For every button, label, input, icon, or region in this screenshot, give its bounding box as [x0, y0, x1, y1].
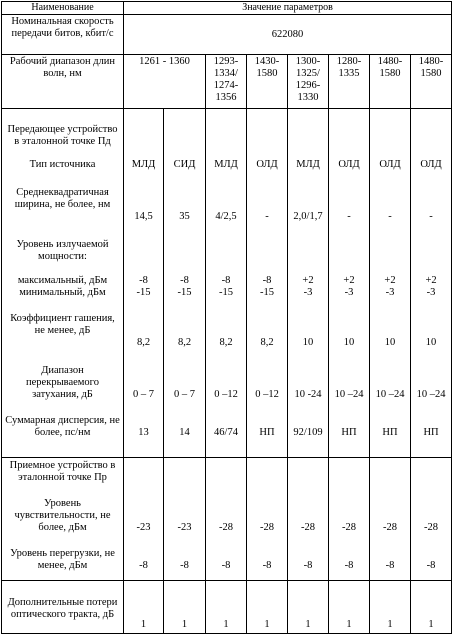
overload-cell: -8 — [221, 560, 231, 571]
losses-cell: 1 — [140, 619, 147, 630]
attenuation-cell: 10 –24 — [375, 389, 405, 400]
attenuation-cell: 0 – 7 — [133, 389, 154, 400]
losses-cell: 1 — [305, 619, 311, 630]
sensitivity-cell: -23 — [136, 522, 151, 533]
extinction-cell: 8,2 — [177, 337, 192, 348]
power-max-cell: -8 — [262, 275, 272, 286]
attenuation-cell: 10 –24 — [334, 389, 364, 400]
losses-col-2 — [164, 581, 206, 634]
losses-col-5 — [288, 581, 329, 634]
extinction-cell: 8,2 — [260, 337, 274, 348]
source-type-cell: ОЛД — [379, 159, 401, 170]
power-min-label: минимальный, дБм — [19, 287, 106, 298]
sensitivity-cell: -28 — [424, 522, 439, 533]
overload-cell: -8 — [262, 560, 272, 571]
wavelength-cell: 1261 - 1360 — [124, 55, 206, 109]
power-max-cell: +2 — [343, 275, 355, 286]
bitrate-value: 622080 — [124, 15, 452, 55]
power-max-cell: +2 — [425, 275, 437, 286]
wavelength-label: Рабочий диапазон длин волн, нм — [2, 55, 124, 109]
transmitter-col-2 — [164, 109, 206, 458]
power-min-cell: -3 — [385, 287, 395, 298]
receiver-col-6 — [329, 458, 370, 581]
source-type-label: Тип источника — [29, 159, 96, 170]
source-type-cell: МЛД — [296, 159, 320, 170]
transmitter-col-8 — [411, 109, 452, 458]
wavelength-cell: 1280-1335 — [329, 55, 370, 109]
attenuation-cell: 0 – 7 — [174, 389, 195, 400]
losses-cell: 1 — [264, 619, 270, 630]
dispersion-cell: 13 — [138, 427, 149, 438]
receiver-col-3 — [206, 458, 247, 581]
rms-width-cell: - — [347, 211, 351, 222]
power-min-cell: -15 — [219, 287, 233, 298]
parameters-table — [1, 1, 452, 634]
power-title: Уровень излучаемой мощности: — [16, 239, 109, 262]
receiver-col-4 — [247, 458, 288, 581]
wavelength-cell: 1293-1334/ 1274-1356 — [206, 55, 247, 109]
bitrate-label: Номинальная скорость передачи битов, кбит/с — [2, 15, 124, 55]
power-max-label: максимальный, дБм — [17, 275, 108, 286]
header-row — [2, 2, 452, 15]
receiver-col-1 — [124, 458, 164, 581]
power-min-cell: -15 — [260, 287, 274, 298]
losses-cell: 1 — [223, 619, 229, 630]
rms-width-cell: 35 — [179, 211, 190, 222]
source-type-cell: ОЛД — [420, 159, 442, 170]
sensitivity-cell: -28 — [383, 522, 397, 533]
receiver-title: Приемное устройство в эталонной точке Пр — [9, 460, 116, 483]
losses-col-3 — [206, 581, 247, 634]
losses-col-8 — [411, 581, 452, 634]
receiver-col-5 — [288, 458, 329, 581]
power-max-cell: -8 — [139, 275, 148, 286]
rms-width-cell: 4/2,5 — [215, 211, 237, 222]
attenuation-label: Диапазон перекрываемого затухания, дБ — [26, 365, 99, 400]
overload-cell: -8 — [139, 560, 148, 571]
power-min-cell: -15 — [136, 287, 151, 298]
power-max-cell: +2 — [384, 275, 396, 286]
losses-col-1 — [124, 581, 164, 634]
transmitter-block — [2, 109, 452, 458]
bitrate-row — [2, 15, 452, 55]
power-max-cell: +2 — [302, 275, 314, 286]
wavelength-cell: 1480-1580 — [411, 55, 452, 109]
power-min-cell: -3 — [426, 287, 436, 298]
header-values: Значение параметров — [124, 2, 452, 15]
overload-cell: -8 — [426, 560, 436, 571]
receiver-labels — [2, 458, 124, 581]
overload-cell: -8 — [303, 560, 313, 571]
losses-col-6 — [329, 581, 370, 634]
transmitter-col-5 — [288, 109, 329, 458]
receiver-block — [2, 458, 452, 581]
receiver-col-7 — [370, 458, 411, 581]
overload-label: Уровень перегрузки, не менее, дБм — [10, 548, 115, 571]
dispersion-cell: 46/74 — [214, 427, 238, 438]
transmitter-title: Передающее устройство в эталонной точке Пд — [7, 124, 118, 147]
extinction-cell: 10 — [343, 337, 355, 348]
attenuation-cell: 10 -24 — [294, 389, 322, 400]
overload-cell: -8 — [180, 560, 189, 571]
wavelength-cell: 1480-1580 — [370, 55, 411, 109]
receiver-col-2 — [164, 458, 206, 581]
header-name: Наименование — [2, 2, 124, 15]
dispersion-cell: НП — [259, 427, 275, 438]
extinction-cell: 8,2 — [219, 337, 233, 348]
power-max-cell: -8 — [180, 275, 189, 286]
power-max-cell: -8 — [221, 275, 231, 286]
extinction-label: Коэффициент гашения, не менее, дБ — [10, 313, 115, 336]
extinction-cell: 10 — [425, 337, 437, 348]
attenuation-cell: 10 –24 — [416, 389, 446, 400]
attenuation-cell: 0 –12 — [255, 389, 279, 400]
power-min-cell: -3 — [303, 287, 313, 298]
rms-width-cell: - — [265, 211, 269, 222]
wavelength-cell: 1430-1580 — [247, 55, 288, 109]
losses-col-7 — [370, 581, 411, 634]
transmitter-labels — [2, 109, 124, 458]
rms-width-cell: 14,5 — [134, 211, 153, 222]
sensitivity-cell: -28 — [260, 522, 274, 533]
receiver-col-8 — [411, 458, 452, 581]
losses-cell: 1 — [428, 619, 434, 630]
power-min-cell: -3 — [344, 287, 354, 298]
losses-cell: 1 — [346, 619, 352, 630]
extinction-cell: 10 — [384, 337, 396, 348]
rms-width-cell: 2,0/1,7 — [293, 211, 323, 222]
rms-width-label: Среднеквадратичная ширина, не более, нм — [14, 187, 111, 210]
overload-cell: -8 — [385, 560, 395, 571]
transmitter-col-1 — [124, 109, 164, 458]
power-min-cell: -15 — [177, 287, 192, 298]
losses-label: Дополнительные потери оптического тракта, дБ — [7, 597, 118, 620]
source-type-cell: МЛД — [131, 159, 156, 170]
rms-width-cell: - — [429, 211, 433, 222]
rms-width-cell: - — [388, 211, 392, 222]
dispersion-cell: 14 — [179, 427, 190, 438]
sensitivity-cell: -28 — [301, 522, 315, 533]
attenuation-cell: 0 –12 — [214, 389, 238, 400]
overload-cell: -8 — [344, 560, 354, 571]
losses-col-4 — [247, 581, 288, 634]
dispersion-cell: НП — [423, 427, 439, 438]
sensitivity-cell: -28 — [342, 522, 356, 533]
dispersion-cell: НП — [382, 427, 398, 438]
extinction-cell: 10 — [302, 337, 314, 348]
source-type-cell: ОЛД — [256, 159, 278, 170]
source-type-cell: МЛД — [214, 159, 238, 170]
dispersion-cell: 92/109 — [293, 427, 323, 438]
wavelength-cell: 1300-1325/ 1296-1330 — [288, 55, 329, 109]
extinction-cell: 8,2 — [136, 337, 151, 348]
sensitivity-cell: -23 — [177, 522, 192, 533]
losses-cell: 1 — [387, 619, 393, 630]
transmitter-col-6 — [329, 109, 370, 458]
dispersion-label: Суммарная дисперсия, не более, пс/нм — [5, 415, 120, 438]
losses-row — [2, 581, 452, 634]
sensitivity-cell: -28 — [219, 522, 233, 533]
source-type-cell: СИД — [173, 159, 196, 170]
sensitivity-label: Уровень чувствительности, не более, дБм — [14, 498, 111, 533]
losses-label-cell — [2, 581, 124, 634]
transmitter-col-7 — [370, 109, 411, 458]
transmitter-col-3 — [206, 109, 247, 458]
source-type-cell: ОЛД — [338, 159, 360, 170]
wavelength-row — [2, 55, 452, 109]
dispersion-cell: НП — [341, 427, 357, 438]
transmitter-col-4 — [247, 109, 288, 458]
losses-cell: 1 — [181, 619, 188, 630]
